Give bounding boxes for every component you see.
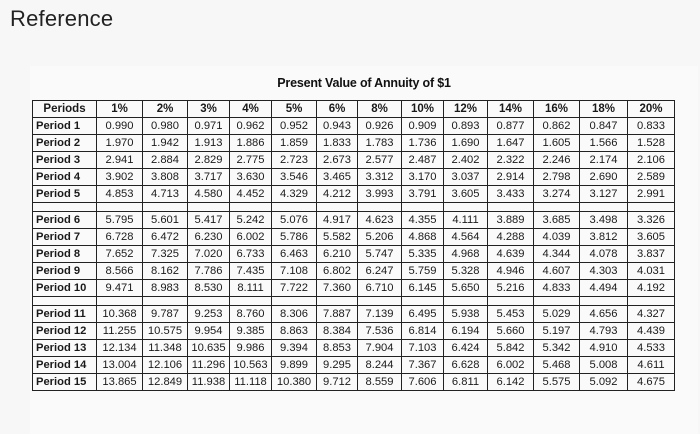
period-label: Period 10 [33, 280, 97, 297]
annuity-factor-cell: 10.563 [230, 357, 272, 374]
annuity-factor-cell: 7.139 [358, 306, 402, 323]
annuity-factor-cell: 0.833 [628, 118, 675, 135]
spacer-cell [97, 297, 143, 306]
annuity-factor-cell: 3.433 [488, 186, 534, 203]
column-header-rate: 5% [272, 101, 317, 118]
spacer-cell [534, 203, 580, 212]
annuity-factor-cell: 2.106 [628, 152, 675, 169]
annuity-factor-cell: 3.605 [444, 186, 488, 203]
annuity-factor-cell: 2.246 [534, 152, 580, 169]
annuity-factor-cell: 2.402 [444, 152, 488, 169]
spacer-cell [580, 203, 628, 212]
table-row [33, 118, 675, 135]
annuity-factor-cell: 8.983 [143, 280, 188, 297]
annuity-factor-cell: 3.605 [628, 229, 675, 246]
annuity-factor-cell: 3.685 [534, 212, 580, 229]
annuity-factor-cell: 5.029 [534, 306, 580, 323]
annuity-factor-cell: 3.498 [580, 212, 628, 229]
table-row [33, 135, 675, 152]
period-label: Period 12 [33, 323, 97, 340]
annuity-factor-cell: 4.946 [488, 263, 534, 280]
annuity-factor-cell: 4.639 [488, 246, 534, 263]
table-row [33, 229, 675, 246]
table-row [33, 263, 675, 280]
annuity-factor-cell: 4.611 [628, 357, 675, 374]
present-value-annuity-table [32, 100, 675, 391]
annuity-factor-cell: 11.938 [188, 374, 230, 391]
annuity-factor-cell: 3.837 [628, 246, 675, 263]
annuity-factor-cell: 5.747 [358, 246, 402, 263]
annuity-factor-cell: 1.886 [230, 135, 272, 152]
annuity-factor-cell: 7.652 [97, 246, 143, 263]
period-label: Period 7 [33, 229, 97, 246]
period-label: Period 6 [33, 212, 97, 229]
annuity-factor-cell: 9.253 [188, 306, 230, 323]
period-label: Period 14 [33, 357, 97, 374]
spacer-cell [143, 297, 188, 306]
annuity-factor-cell: 0.893 [444, 118, 488, 135]
annuity-factor-cell: 3.902 [97, 169, 143, 186]
spacer-cell [488, 297, 534, 306]
annuity-factor-cell: 2.723 [272, 152, 317, 169]
annuity-factor-cell: 7.108 [272, 263, 317, 280]
annuity-factor-cell: 3.312 [358, 169, 402, 186]
annuity-factor-cell: 4.355 [402, 212, 444, 229]
column-header-rate: 12% [444, 101, 488, 118]
annuity-factor-cell: 3.808 [143, 169, 188, 186]
annuity-factor-cell: 7.536 [358, 323, 402, 340]
annuity-factor-cell: 2.884 [143, 152, 188, 169]
annuity-factor-cell: 2.487 [402, 152, 444, 169]
table-row [33, 357, 675, 374]
annuity-factor-cell: 4.039 [534, 229, 580, 246]
annuity-factor-cell: 0.847 [580, 118, 628, 135]
annuity-factor-cell: 5.335 [402, 246, 444, 263]
annuity-factor-cell: 5.453 [488, 306, 534, 323]
annuity-factor-cell: 3.889 [488, 212, 534, 229]
annuity-factor-cell: 11.348 [143, 340, 188, 357]
table-header [33, 101, 675, 118]
annuity-factor-cell: 3.993 [358, 186, 402, 203]
annuity-factor-cell: 8.760 [230, 306, 272, 323]
annuity-factor-cell: 4.868 [402, 229, 444, 246]
annuity-factor-cell: 5.575 [534, 374, 580, 391]
reference-heading: Reference [10, 6, 114, 31]
annuity-factor-cell: 10.635 [188, 340, 230, 357]
annuity-factor-cell: 5.197 [534, 323, 580, 340]
annuity-factor-cell: 5.342 [534, 340, 580, 357]
annuity-factor-cell: 8.559 [358, 374, 402, 391]
annuity-factor-cell: 5.328 [444, 263, 488, 280]
annuity-factor-cell: 12.849 [143, 374, 188, 391]
annuity-factor-cell: 6.002 [488, 357, 534, 374]
annuity-factor-cell: 0.943 [317, 118, 358, 135]
spacer-cell [488, 203, 534, 212]
annuity-factor-cell: 4.853 [97, 186, 143, 203]
annuity-factor-cell: 7.103 [402, 340, 444, 357]
annuity-factor-cell: 11.118 [230, 374, 272, 391]
annuity-factor-cell: 13.865 [97, 374, 143, 391]
annuity-factor-cell: 5.601 [143, 212, 188, 229]
annuity-factor-cell: 5.008 [580, 357, 628, 374]
column-header-rate: 4% [230, 101, 272, 118]
period-label: Period 13 [33, 340, 97, 357]
table-row [33, 246, 675, 263]
annuity-factor-cell: 10.575 [143, 323, 188, 340]
annuity-factor-cell: 9.899 [272, 357, 317, 374]
annuity-factor-cell: 7.367 [402, 357, 444, 374]
annuity-factor-cell: 8.566 [97, 263, 143, 280]
spacer-cell [272, 203, 317, 212]
annuity-factor-cell: 9.385 [230, 323, 272, 340]
annuity-factor-cell: 4.327 [628, 306, 675, 323]
annuity-factor-cell: 5.650 [444, 280, 488, 297]
annuity-factor-cell: 7.904 [358, 340, 402, 357]
table-row [33, 280, 675, 297]
column-header-periods: Periods [33, 101, 97, 118]
annuity-factor-cell: 5.786 [272, 229, 317, 246]
annuity-factor-cell: 0.990 [97, 118, 143, 135]
annuity-factor-cell: 4.623 [358, 212, 402, 229]
annuity-factor-cell: 4.917 [317, 212, 358, 229]
annuity-factor-cell: 11.296 [188, 357, 230, 374]
annuity-factor-cell: 4.344 [534, 246, 580, 263]
annuity-factor-cell: 6.472 [143, 229, 188, 246]
annuity-factor-cell: 1.736 [402, 135, 444, 152]
annuity-factor-cell: 5.795 [97, 212, 143, 229]
annuity-factor-cell: 6.802 [317, 263, 358, 280]
annuity-factor-cell: 6.628 [444, 357, 488, 374]
annuity-factor-cell: 8.162 [143, 263, 188, 280]
annuity-factor-cell: 0.962 [230, 118, 272, 135]
annuity-factor-cell: 5.660 [488, 323, 534, 340]
annuity-factor-cell: 11.255 [97, 323, 143, 340]
annuity-factor-cell: 4.675 [628, 374, 675, 391]
annuity-factor-cell: 4.288 [488, 229, 534, 246]
annuity-factor-cell: 1.690 [444, 135, 488, 152]
spacer-cell [317, 297, 358, 306]
annuity-factor-cell: 4.564 [444, 229, 488, 246]
spacer-cell [358, 297, 402, 306]
annuity-factor-cell: 3.812 [580, 229, 628, 246]
annuity-factor-cell: 4.910 [580, 340, 628, 357]
annuity-table-document [30, 66, 698, 434]
annuity-factor-cell: 2.775 [230, 152, 272, 169]
annuity-factor-cell: 12.106 [143, 357, 188, 374]
spacer-cell [402, 297, 444, 306]
spacer-cell [628, 203, 675, 212]
annuity-factor-cell: 9.986 [230, 340, 272, 357]
spacer-cell [444, 297, 488, 306]
annuity-factor-cell: 6.733 [230, 246, 272, 263]
annuity-factor-cell: 5.417 [188, 212, 230, 229]
period-label: Period 8 [33, 246, 97, 263]
period-label: Period 2 [33, 135, 97, 152]
annuity-factor-cell: 5.076 [272, 212, 317, 229]
column-header-rate: 1% [97, 101, 143, 118]
annuity-factor-cell: 1.783 [358, 135, 402, 152]
annuity-factor-cell: 8.853 [317, 340, 358, 357]
annuity-factor-cell: 1.859 [272, 135, 317, 152]
table-row [33, 169, 675, 186]
annuity-factor-cell: 4.533 [628, 340, 675, 357]
annuity-factor-cell: 3.170 [402, 169, 444, 186]
spacer-cell [33, 297, 97, 306]
table-row [33, 152, 675, 169]
annuity-factor-cell: 4.713 [143, 186, 188, 203]
annuity-factor-cell: 7.887 [317, 306, 358, 323]
annuity-factor-cell: 6.463 [272, 246, 317, 263]
annuity-factor-cell: 2.589 [628, 169, 675, 186]
annuity-factor-cell: 0.980 [143, 118, 188, 135]
annuity-factor-cell: 4.833 [534, 280, 580, 297]
column-header-rate: 8% [358, 101, 402, 118]
annuity-factor-cell: 4.212 [317, 186, 358, 203]
spacer-cell [97, 203, 143, 212]
spacer-cell [580, 297, 628, 306]
period-label: Period 9 [33, 263, 97, 280]
table-row [33, 374, 675, 391]
table-row [33, 212, 675, 229]
table-title: Present Value of Annuity of $1 [277, 76, 451, 90]
annuity-factor-cell: 2.914 [488, 169, 534, 186]
annuity-factor-cell: 4.656 [580, 306, 628, 323]
annuity-factor-cell: 8.384 [317, 323, 358, 340]
column-header-rate: 6% [317, 101, 358, 118]
annuity-factor-cell: 4.078 [580, 246, 628, 263]
period-label: Period 1 [33, 118, 97, 135]
spacer-cell [33, 203, 97, 212]
spacer-cell [143, 203, 188, 212]
annuity-factor-cell: 8.244 [358, 357, 402, 374]
spacer-cell [358, 203, 402, 212]
annuity-factor-cell: 5.938 [444, 306, 488, 323]
annuity-factor-cell: 5.468 [534, 357, 580, 374]
table-row [33, 306, 675, 323]
spacer-cell [628, 297, 675, 306]
annuity-factor-cell: 5.092 [580, 374, 628, 391]
annuity-factor-cell: 6.210 [317, 246, 358, 263]
annuity-factor-cell: 3.274 [534, 186, 580, 203]
header-row [33, 101, 675, 118]
annuity-factor-cell: 2.322 [488, 152, 534, 169]
annuity-factor-cell: 12.134 [97, 340, 143, 357]
spacer-cell [272, 297, 317, 306]
annuity-factor-cell: 6.811 [444, 374, 488, 391]
annuity-factor-cell: 7.325 [143, 246, 188, 263]
column-header-rate: 20% [628, 101, 675, 118]
annuity-factor-cell: 2.174 [580, 152, 628, 169]
spacer-cell [230, 297, 272, 306]
column-header-rate: 18% [580, 101, 628, 118]
annuity-factor-cell: 4.192 [628, 280, 675, 297]
column-header-rate: 14% [488, 101, 534, 118]
spacer-cell [444, 203, 488, 212]
annuity-factor-cell: 8.863 [272, 323, 317, 340]
annuity-factor-cell: 3.326 [628, 212, 675, 229]
annuity-factor-cell: 2.798 [534, 169, 580, 186]
annuity-factor-cell: 6.495 [402, 306, 444, 323]
annuity-factor-cell: 8.306 [272, 306, 317, 323]
spacer-cell [534, 297, 580, 306]
annuity-factor-cell: 0.952 [272, 118, 317, 135]
annuity-factor-cell: 6.814 [402, 323, 444, 340]
annuity-factor-cell: 7.786 [188, 263, 230, 280]
annuity-factor-cell: 4.580 [188, 186, 230, 203]
spacer-cell [402, 203, 444, 212]
annuity-factor-cell: 9.787 [143, 306, 188, 323]
group-spacer [33, 297, 675, 306]
annuity-factor-cell: 6.002 [230, 229, 272, 246]
spacer-cell [188, 203, 230, 212]
period-label: Period 3 [33, 152, 97, 169]
annuity-factor-cell: 7.722 [272, 280, 317, 297]
annuity-factor-cell: 4.303 [580, 263, 628, 280]
annuity-factor-cell: 6.728 [97, 229, 143, 246]
annuity-factor-cell: 5.842 [488, 340, 534, 357]
annuity-factor-cell: 8.111 [230, 280, 272, 297]
annuity-factor-cell: 10.368 [97, 306, 143, 323]
annuity-factor-cell: 7.435 [230, 263, 272, 280]
spacer-cell [188, 297, 230, 306]
annuity-factor-cell: 5.242 [230, 212, 272, 229]
period-label: Period 11 [33, 306, 97, 323]
annuity-factor-cell: 2.690 [580, 169, 628, 186]
annuity-factor-cell: 3.037 [444, 169, 488, 186]
table-body [33, 118, 675, 391]
annuity-factor-cell: 4.329 [272, 186, 317, 203]
table-row [33, 340, 675, 357]
period-label: Period 4 [33, 169, 97, 186]
annuity-factor-cell: 2.829 [188, 152, 230, 169]
annuity-factor-cell: 1.566 [580, 135, 628, 152]
annuity-factor-cell: 9.295 [317, 357, 358, 374]
spacer-cell [230, 203, 272, 212]
annuity-factor-cell: 0.877 [488, 118, 534, 135]
column-header-rate: 10% [402, 101, 444, 118]
annuity-factor-cell: 7.606 [402, 374, 444, 391]
annuity-factor-cell: 3.465 [317, 169, 358, 186]
column-header-rate: 16% [534, 101, 580, 118]
group-spacer [33, 203, 675, 212]
annuity-factor-cell: 1.605 [534, 135, 580, 152]
annuity-factor-cell: 6.230 [188, 229, 230, 246]
annuity-factor-cell: 4.439 [628, 323, 675, 340]
annuity-factor-cell: 2.577 [358, 152, 402, 169]
annuity-factor-cell: 6.710 [358, 280, 402, 297]
annuity-factor-cell: 4.968 [444, 246, 488, 263]
annuity-factor-cell: 3.546 [272, 169, 317, 186]
table-row [33, 323, 675, 340]
annuity-factor-cell: 2.941 [97, 152, 143, 169]
annuity-factor-cell: 10.380 [272, 374, 317, 391]
annuity-factor-cell: 5.759 [402, 263, 444, 280]
column-header-rate: 3% [188, 101, 230, 118]
annuity-factor-cell: 9.471 [97, 280, 143, 297]
annuity-factor-cell: 3.791 [402, 186, 444, 203]
spacer-cell [317, 203, 358, 212]
annuity-factor-cell: 5.582 [317, 229, 358, 246]
annuity-factor-cell: 0.971 [188, 118, 230, 135]
annuity-factor-cell: 6.145 [402, 280, 444, 297]
annuity-factor-cell: 5.206 [358, 229, 402, 246]
column-header-rate: 2% [143, 101, 188, 118]
annuity-factor-cell: 5.216 [488, 280, 534, 297]
annuity-factor-cell: 9.394 [272, 340, 317, 357]
annuity-factor-cell: 1.647 [488, 135, 534, 152]
annuity-factor-cell: 0.926 [358, 118, 402, 135]
annuity-factor-cell: 9.954 [188, 323, 230, 340]
period-label: Period 15 [33, 374, 97, 391]
annuity-factor-cell: 3.630 [230, 169, 272, 186]
table-row [33, 186, 675, 203]
annuity-factor-cell: 3.717 [188, 169, 230, 186]
annuity-factor-cell: 7.020 [188, 246, 230, 263]
annuity-factor-cell: 2.991 [628, 186, 675, 203]
annuity-factor-cell: 1.970 [97, 135, 143, 152]
annuity-factor-cell: 7.360 [317, 280, 358, 297]
annuity-factor-cell: 3.127 [580, 186, 628, 203]
annuity-factor-cell: 6.194 [444, 323, 488, 340]
annuity-factor-cell: 13.004 [97, 357, 143, 374]
annuity-factor-cell: 6.142 [488, 374, 534, 391]
annuity-factor-cell: 9.712 [317, 374, 358, 391]
annuity-factor-cell: 4.607 [534, 263, 580, 280]
annuity-factor-cell: 1.913 [188, 135, 230, 152]
annuity-factor-cell: 1.833 [317, 135, 358, 152]
annuity-factor-cell: 1.942 [143, 135, 188, 152]
annuity-factor-cell: 4.793 [580, 323, 628, 340]
annuity-factor-cell: 4.031 [628, 263, 675, 280]
annuity-factor-cell: 6.247 [358, 263, 402, 280]
annuity-factor-cell: 8.530 [188, 280, 230, 297]
annuity-factor-cell: 0.909 [402, 118, 444, 135]
annuity-factor-cell: 0.862 [534, 118, 580, 135]
annuity-factor-cell: 6.424 [444, 340, 488, 357]
period-label: Period 5 [33, 186, 97, 203]
annuity-factor-cell: 4.494 [580, 280, 628, 297]
annuity-factor-cell: 4.452 [230, 186, 272, 203]
annuity-factor-cell: 4.111 [444, 212, 488, 229]
annuity-factor-cell: 2.673 [317, 152, 358, 169]
annuity-factor-cell: 1.528 [628, 135, 675, 152]
